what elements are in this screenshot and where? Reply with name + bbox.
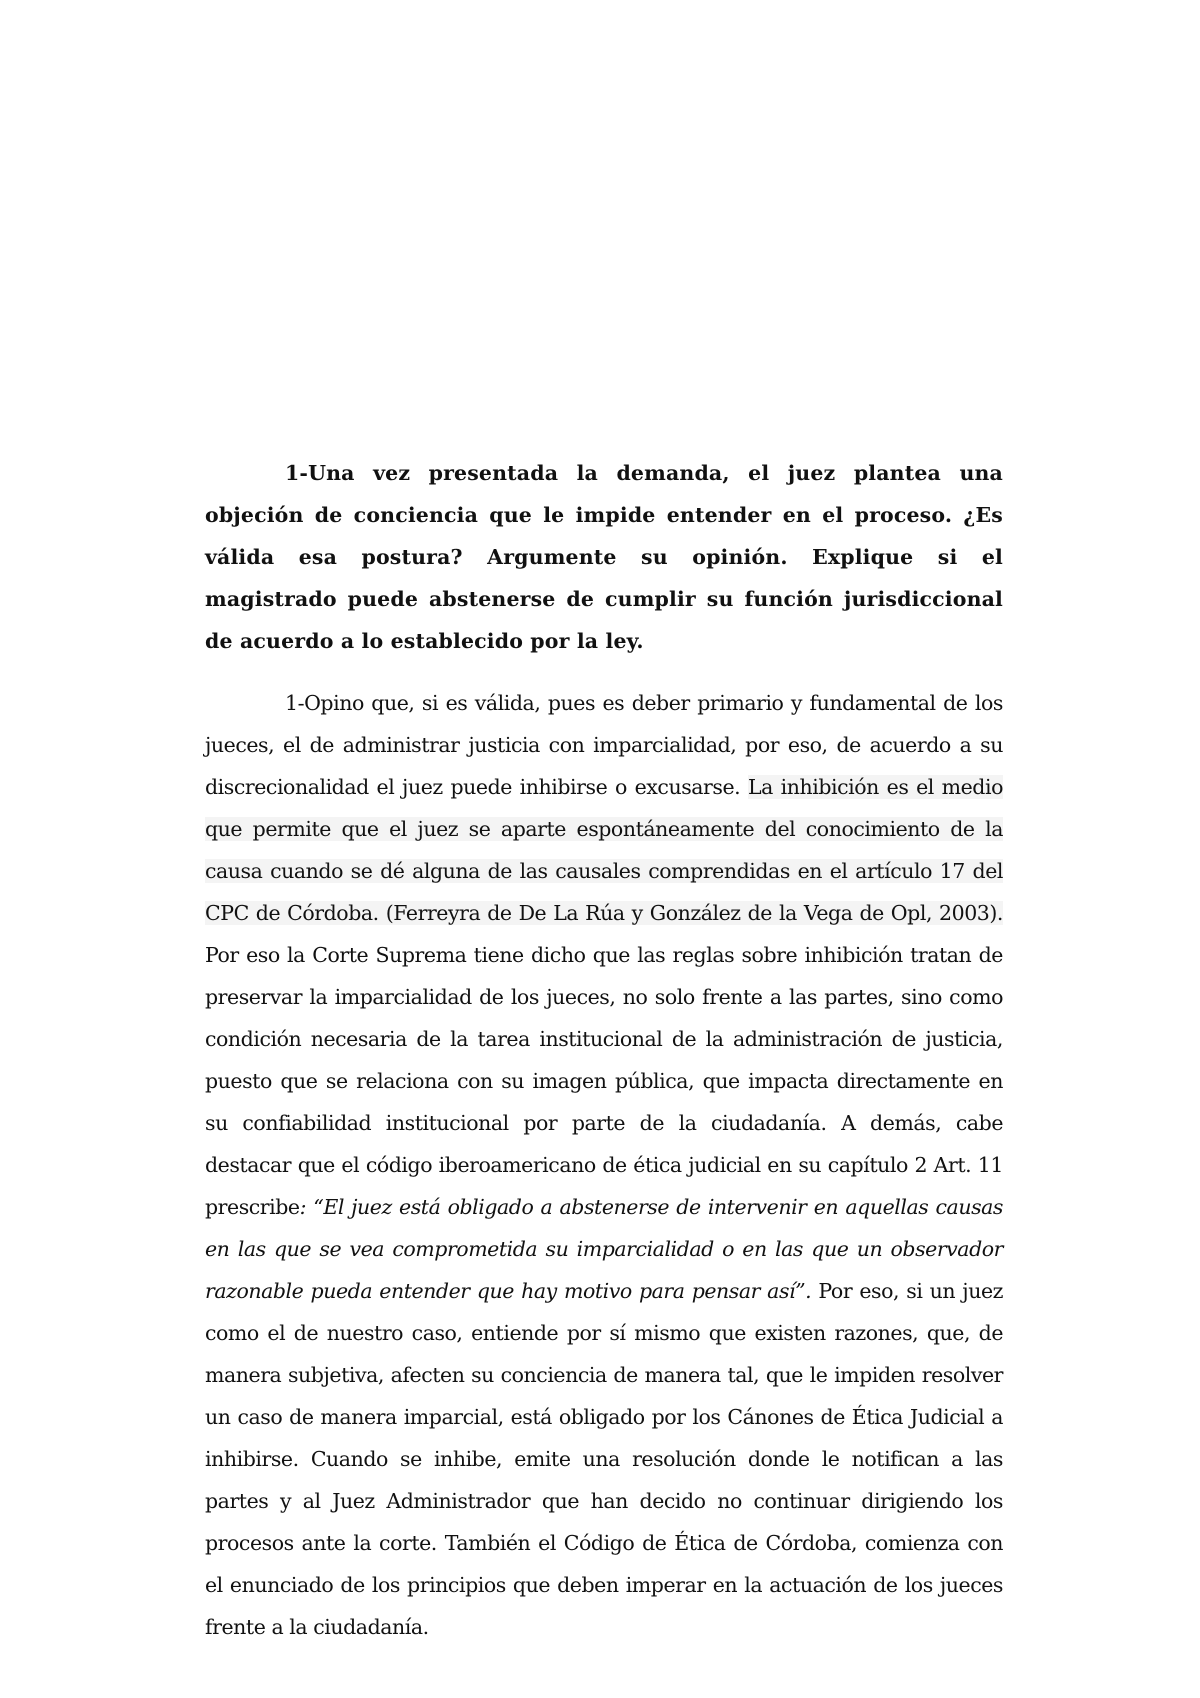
question-heading: 1-Una vez presentada la demanda, el juez plantea una objeción de conciencia que le impide entender en el proceso. ¿Es válida esa postura? Argumente su opinión. Explique si el magistrado puede abstenerse de cumplir su función jurisdiccional de acuerdo a lo establecido por la ley. [205,461,1003,653]
answer-text-conclusion: Por eso, si un juez como el de nuestro caso, entiende por sí mismo que existen razones, que, de manera subjetiva, afecten su conciencia de manera tal, que le impiden resolver un caso de manera imparcial, está obligado por los Cánones de Ética Judicial a inhibirse. Cuando se inhibe, emite una resolución donde le notifican a las partes y al Juez Administrador que han decido no continuar dirigiendo los procesos ante la corte. También el Código de Ética de Córdoba, comienza con el enunciado de los principios que deben imperar en la actuación de los jueces frente a la ciudadanía. [205,1279,1003,1639]
answer-paragraph [205,682,1003,1648]
answer-text-highlighted: La inhibición es el medio que permite que el juez se aparte espontáneamente del conocimiento de la causa cuando se dé alguna de las causales comprendidas en el artículo 17 del CPC de Córdoba. (Ferreyra de De La Rúa y González de la Vega de Opl, 2003). [205,775,1003,925]
answer-text-intro: 1-Opino que, si es válida, pues es deber primario y fundamental de los jueces, el de administrar justicia con imparcialidad, por eso, de acuerdo a su discrecionalidad el juez puede inhibirse o excusarse. [205,691,1003,799]
answer-quote: : “El juez está obligado a abstenerse de intervenir en aquellas causas en las que se vea comprometida su imparcialidad o en las que un observador razonable pueda entender que hay motivo para pensar así”. [205,1195,1003,1303]
document-body [205,452,1003,1648]
answer-text-body: Por eso la Corte Suprema tiene dicho que las reglas sobre inhibición tratan de preservar la imparcialidad de los jueces, no solo frente a las partes, sino como condición necesaria de la tarea institucional de la administración de justicia, puesto que se relaciona con su imagen pública, que impacta directamente en su confiabilidad institucional por parte de la ciudadanía. A demás, cabe destacar que el código iberoamericano de ética judicial en su capítulo 2 Art. 11 prescribe [205,943,1003,1219]
